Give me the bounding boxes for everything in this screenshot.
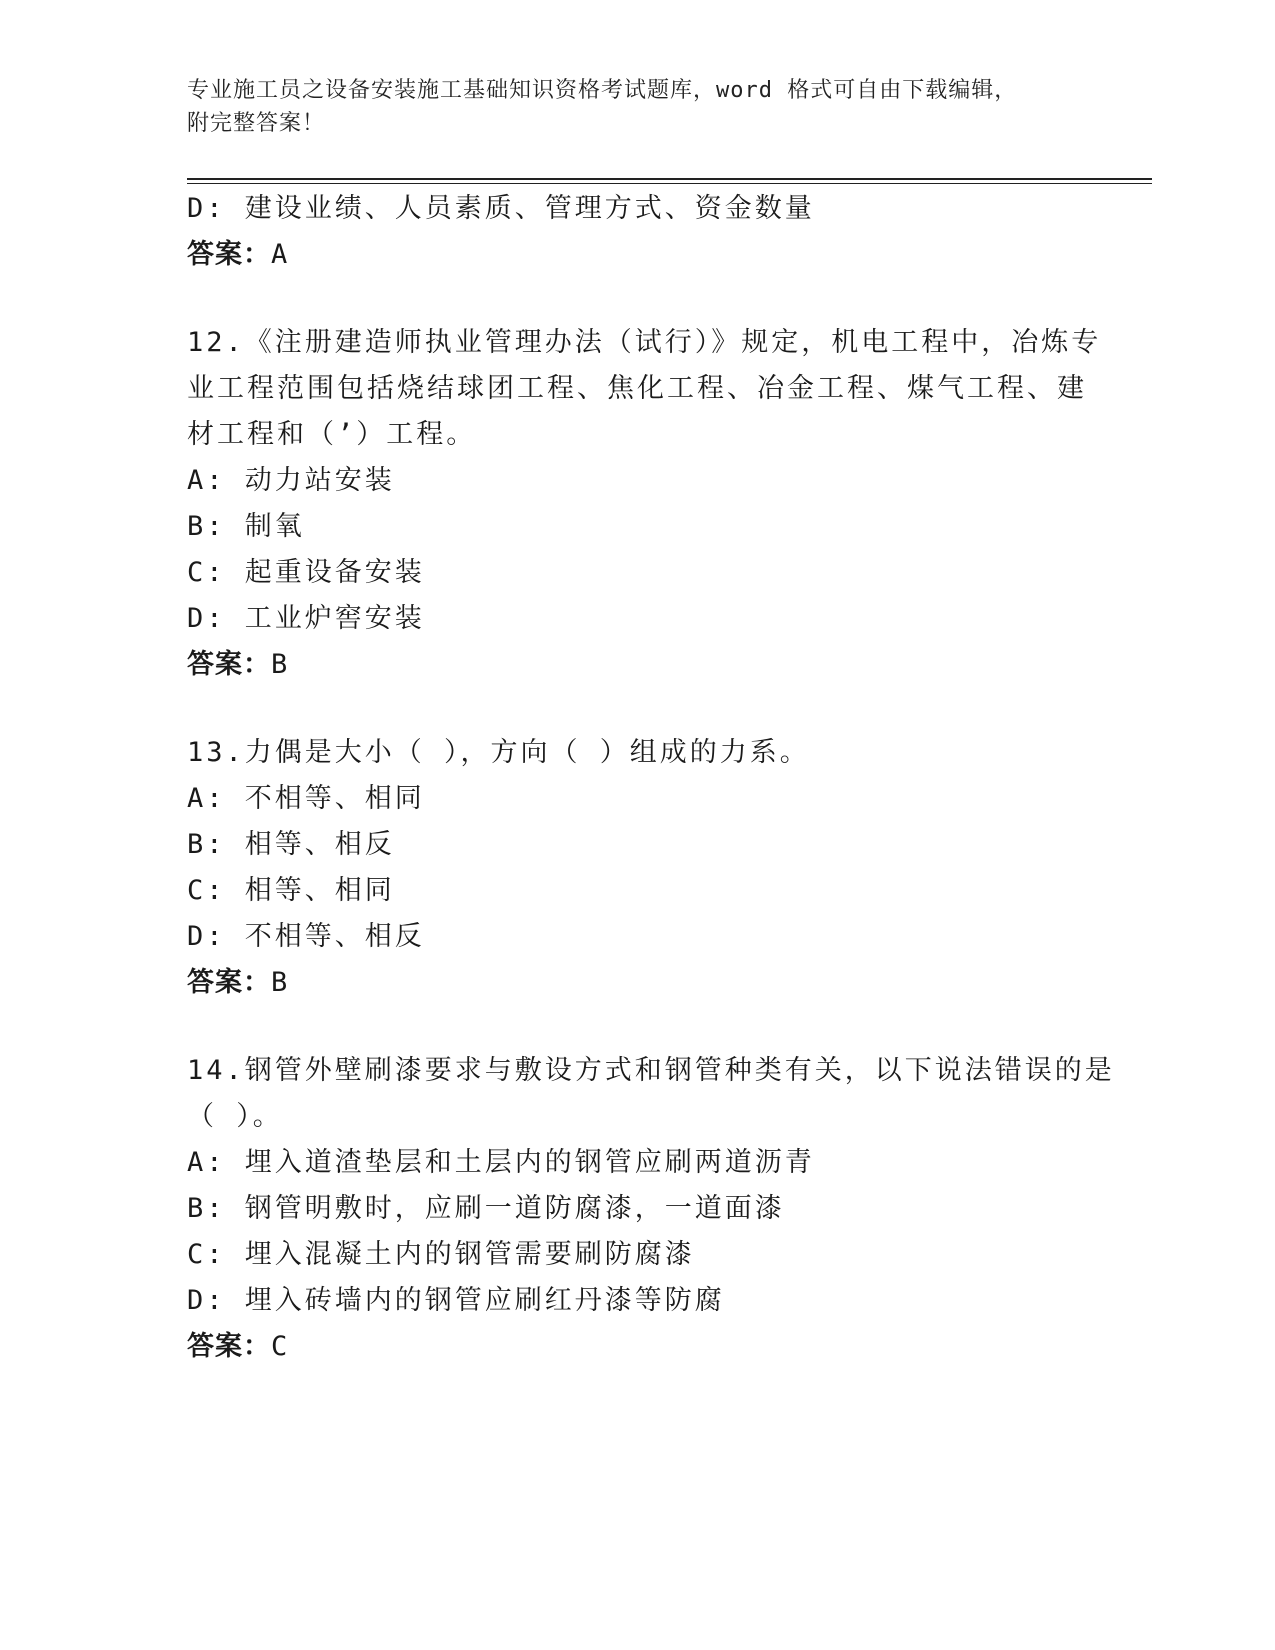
question-14: [187, 1048, 1115, 1370]
question-12: [187, 320, 1102, 688]
option-d: D: 埋入砖墙内的钢管应刷红丹漆等防腐: [187, 1285, 725, 1316]
header-rule-thick: [187, 178, 1152, 180]
spacer: [187, 688, 1087, 730]
question-text: [187, 730, 1087, 776]
header-line-2: 附完整答案！: [187, 111, 326, 136]
question-line: 13.力偶是大小（ ），方向（ ）组成的力系。: [187, 737, 810, 768]
answer: [187, 232, 1087, 278]
option-d: D: 工业炉窖安装: [187, 603, 425, 634]
previous-question: [187, 186, 1087, 278]
option-d: D: 建设业绩、人员素质、管理方式、资金数量: [187, 193, 815, 224]
question-13: [187, 730, 1087, 1006]
option-c: C: 起重设备安装: [187, 557, 425, 588]
question-line: （ ）。: [187, 1101, 283, 1132]
question-line: 业工程范围包括烧结球团工程、焦化工程、冶金工程、煤气工程、建: [187, 373, 1087, 404]
answer-label: 答案：: [187, 649, 271, 680]
header-rule-thin: [187, 183, 1152, 184]
header-line-1: 专业施工员之设备安装施工基础知识资格考试题库，word 格式可自由下载编辑，: [187, 78, 1018, 103]
answer-label: 答案：: [187, 967, 271, 998]
option-b: B: 相等、相反: [187, 829, 395, 860]
question-text: [187, 1048, 1115, 1140]
question-text: [187, 320, 1102, 458]
option-a: A: 动力站安装: [187, 465, 395, 496]
question-line: 材工程和（’）工程。: [187, 419, 477, 450]
answer-value: B: [271, 967, 289, 998]
answer: [187, 642, 1087, 688]
answer-value: B: [271, 649, 289, 680]
answer-value: A: [271, 239, 289, 270]
option-c: C: 埋入混凝土内的钢管需要刷防腐漆: [187, 1239, 695, 1270]
spacer: [187, 1006, 1087, 1048]
option-b: B: 钢管明敷时，应刷一道防腐漆，一道面漆: [187, 1193, 785, 1224]
spacer: [187, 278, 1087, 320]
answer-label: 答案：: [187, 239, 271, 270]
question-line: 14.钢管外壁刷漆要求与敷设方式和钢管种类有关，以下说法错误的是: [187, 1055, 1115, 1086]
option-a: A: 不相等、相同: [187, 783, 425, 814]
answer-value: C: [271, 1331, 289, 1362]
document-body: [187, 186, 1115, 1370]
question-line: 12.《注册建造师执业管理办法（试行）》规定，机电工程中，冶炼专: [187, 327, 1102, 358]
option-d: D: 不相等、相反: [187, 921, 425, 952]
answer: [187, 1324, 1087, 1370]
answer: [187, 960, 1087, 1006]
answer-label: 答案：: [187, 1331, 271, 1362]
option-a: A: 埋入道渣垫层和土层内的钢管应刷两道沥青: [187, 1147, 815, 1178]
option-c: C: 相等、相同: [187, 875, 395, 906]
document-header: [187, 74, 1067, 140]
option-b: B: 制氧: [187, 511, 305, 542]
